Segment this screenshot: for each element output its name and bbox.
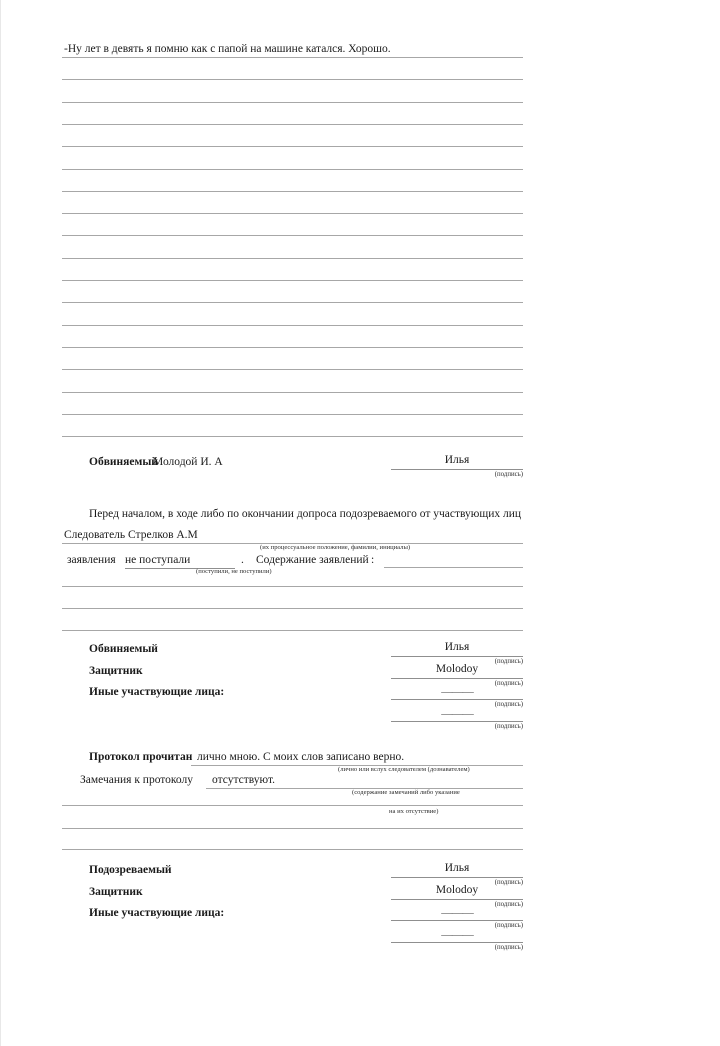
bottom-signature-caption: (подпись) [494,943,523,951]
content-colon: : [371,554,375,566]
testimony-rule [62,436,523,437]
bottom-signature-line [391,920,523,921]
testimony-rule [62,124,523,125]
accused-signature-line [391,469,523,470]
statements-blank-rule [62,608,523,609]
bottom-signature-caption: (подпись) [494,900,523,908]
middle-role-label: Иные участвующие лица: [89,686,225,698]
bottom-signature-line [391,942,523,943]
remarks-value: отсутствуют. [212,774,276,786]
protocol-read-caption: (лично или вслух следователем (дознавателем) [338,766,470,773]
testimony-rule [62,57,523,58]
statements-caption: (поступили, не поступили) [196,568,272,575]
protocol-read-value: лично мною. С моих слов записано верно. [197,751,405,763]
middle-role-label: Защитник [89,664,143,677]
bottom-signature-line [391,899,523,900]
bottom-signature-value: Molodoy [435,883,479,896]
content-label: Содержание заявлений [256,554,369,566]
testimony-rule [62,146,523,147]
middle-signature-line [391,721,523,722]
middle-role-label: Обвиняемый [89,643,158,655]
testimony-rule [62,347,523,348]
testimony-rule [62,258,523,259]
remarks-blank-rule-1 [62,805,523,806]
testimony-rule [62,235,523,236]
bottom-signature-caption: (подпись) [494,879,523,886]
testimony-rule [62,169,523,170]
remarks-label: Замечания к протоколу [80,774,194,786]
middle-signature-line [391,699,523,700]
statements-blank-rule [62,630,523,631]
bottom-signature-caption: (подпись) [494,922,523,929]
accused-name: Молодой И. А [153,456,223,468]
testimony-rule [62,102,523,103]
content-rule [384,567,523,568]
testimony-rule [62,280,523,281]
testimony-first-line: -Ну лет в девять я помню как с папой на машине катался. Хорошо. [64,43,391,55]
testimony-rule [62,213,523,214]
middle-signature-caption: (подпись) [494,658,523,665]
accused-role-label: Обвиняемый [89,456,158,468]
testimony-rule [62,392,523,393]
participants-value: Следователь Стрелков А.М [64,529,198,541]
middle-signature-line [391,678,523,679]
middle-dash-mark: ——— [441,707,473,720]
participants-caption: (их процессуальное положение, фамилии, инициалы) [260,544,411,551]
middle-signature-value: Molodoy [435,662,479,675]
testimony-rule [62,369,523,370]
bottom-dash-mark: ——— [441,928,473,941]
bottom-role-label: Подозреваемый [89,864,172,876]
protocol-read-label: Протокол прочитан [89,751,193,763]
statements-blank-rule [62,586,523,587]
middle-signature-caption: (подпись) [494,722,523,730]
bottom-dash-mark: ——— [441,907,473,919]
remarks-blank-rule-3 [62,849,523,850]
middle-dash-mark: ——— [441,686,473,698]
bottom-role-label: Защитник [89,885,143,898]
statements-label: заявления [67,554,116,566]
bottom-signature-line [391,877,523,878]
middle-signature-caption: (подпись) [494,701,523,708]
testimony-rule [62,191,523,192]
statements-value: не поступали [125,554,235,569]
middle-signature-line [391,656,523,657]
testimony-rule [62,414,523,415]
accused-signature-value: Илья [444,454,470,466]
remarks-blank-rule-2 [62,828,523,829]
bottom-role-label: Иные участвующие лица: [89,907,225,919]
middle-signature-value: Илья [444,641,470,653]
middle-signature-caption: (подпись) [494,679,523,687]
remarks-caption-1: (содержание замечаний либо указание [352,789,460,796]
bottom-signature-value: Илья [444,862,470,874]
statements-period: . [241,554,244,566]
accused-signature-caption: (подпись) [494,471,523,478]
statements-intro: Перед началом, в ходе либо по окончании допроса подозреваемого от участвующих лиц [89,508,522,520]
testimony-rule [62,325,523,326]
testimony-rule [62,79,523,80]
testimony-rule [62,302,523,303]
remarks-caption-2: на их отсутствие) [389,808,439,815]
